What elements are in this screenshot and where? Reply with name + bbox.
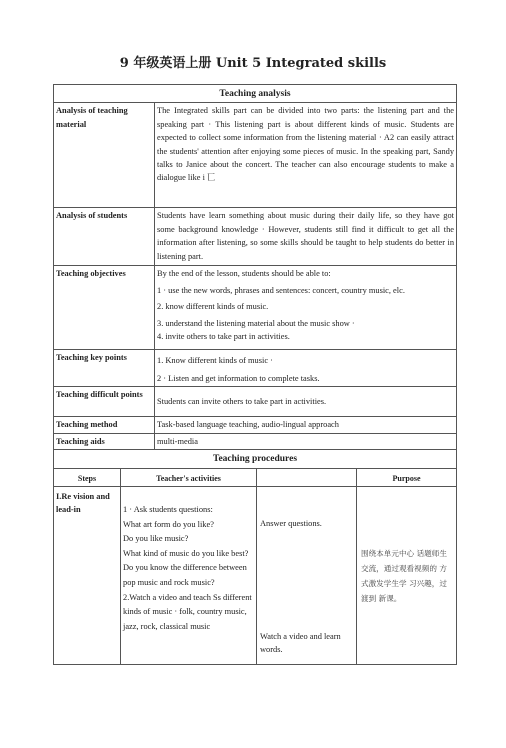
difficult-points-text: Students can invite others to take part in activities.	[155, 387, 457, 417]
method-text: Task-based language teaching, audio-lingual approach	[155, 417, 457, 433]
student-activity: Watch a video and learn words.	[260, 632, 341, 655]
steps-column-header: Steps	[54, 468, 121, 486]
student-activities	[257, 487, 357, 665]
student-column-header	[257, 468, 357, 486]
method-label: Teaching method	[54, 417, 155, 433]
teacher-line: 2.Watch a video and teach Ss different kinds of music · folk, country music, jazz, rock, classical music	[123, 592, 252, 631]
objective-item: 1 · use the new words, phrases and sentences: concert, country music, elc.	[157, 285, 405, 295]
lesson-plan-table	[53, 84, 457, 665]
objective-item: 2. know different kinds of music.	[157, 302, 269, 312]
key-point-item: 2 · Listen and get information to complete tasks.	[157, 373, 320, 383]
teacher-line: What kind of music do you like best?	[123, 548, 249, 558]
aids-label: Teaching aids	[54, 433, 155, 449]
teacher-line: Do you know the difference between pop music and rock music?	[123, 563, 247, 587]
procedures-heading: Teaching procedures	[54, 450, 457, 468]
student-activity: Answer questions.	[260, 519, 322, 529]
step-name: I.Re vision and lead-in	[54, 487, 121, 665]
teacher-column-header: Teacher's activities	[121, 468, 257, 486]
objective-item: 3. understand the listening material about the music show ·	[157, 318, 355, 328]
material-label: Analysis of teaching material	[54, 103, 155, 208]
teacher-activities	[121, 487, 257, 665]
students-label: Analysis of students	[54, 208, 155, 266]
teacher-line: Do you like music?	[123, 534, 189, 544]
objectives-intro: By the end of the lesson, students should be able to:	[157, 269, 331, 279]
teacher-line: 1 · Ask students questions:	[123, 505, 213, 515]
aids-text: multi-media	[155, 433, 457, 449]
objectives-label: Teaching objectives	[54, 266, 155, 350]
students-text: Students have learn something about music during their daily life, so they have got some background knowledge · However, students still find it difficult to get all the information after listening, so some skills should be taught to help students do better in listening part.	[155, 208, 457, 266]
purpose-column-header: Purpose	[357, 468, 457, 486]
key-points-cell	[155, 350, 457, 387]
purpose-content: 围绕本单元中心 话题师生交流，通过观看视频的 方式激发学生学 习兴趣，过渡到 新课。	[361, 548, 447, 603]
teacher-line: What art form do you like?	[123, 519, 214, 529]
document-title: 9 年级英语上册 Unit 5 Integrated skills	[119, 56, 387, 71]
key-points-label: Teaching key points	[54, 350, 155, 387]
objective-item: 4. invite others to take part in activities.	[157, 332, 290, 342]
difficult-points-label: Teaching difficult points	[54, 387, 155, 417]
analysis-heading: Teaching analysis	[54, 85, 457, 103]
purpose-text	[357, 487, 457, 665]
material-text: The Integrated skills part can be divided into two parts: the listening part and the speaking part · This listening part is about different kinds of music. Students are expected to collect some information from the listening material · A2 can easily attract the students' attention after enjoying some pieces of music. In the speaking part, Sandy talks to Janice about the concert. The teacher can also encourage students to make a dialogue like i 匸	[155, 103, 457, 208]
key-point-item: 1. Know different kinds of music ·	[157, 356, 273, 366]
objectives-cell	[155, 266, 457, 350]
